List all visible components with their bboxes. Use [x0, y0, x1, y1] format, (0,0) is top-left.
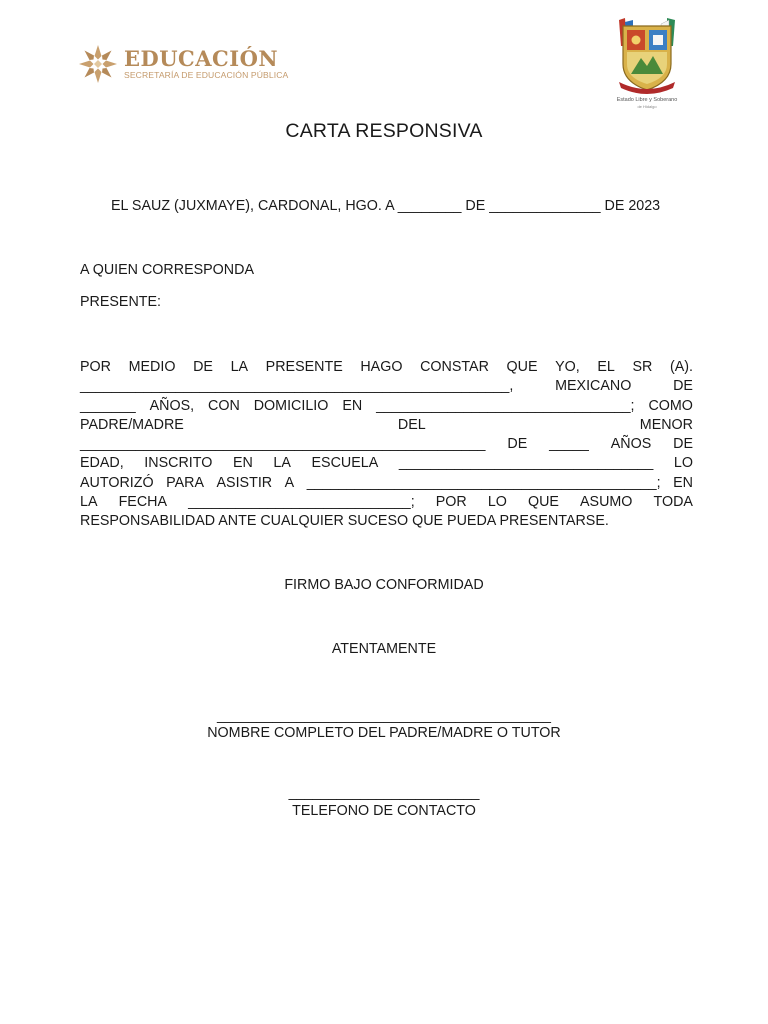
body-word: DE [673, 436, 693, 453]
phone-blank: ________________________ [288, 785, 480, 801]
body-word: COMO [648, 397, 693, 414]
body-word: EN [232, 455, 253, 472]
body-word: MENOR [639, 416, 693, 433]
body-word: ____________________________________________; [306, 474, 661, 491]
body-word: ________________________________; [376, 397, 635, 414]
body-word: AUTORIZÓ [80, 474, 154, 491]
sep-logo [78, 44, 288, 84]
body-word: INSCRITO [144, 455, 213, 472]
document-title: CARTA RESPONSIVA [285, 120, 483, 142]
body-word: HAGO [360, 359, 403, 375]
body-line [80, 454, 693, 473]
body-word: PRESENTE [265, 359, 343, 375]
body-word: LO [487, 494, 507, 511]
body-word: CONSTAR [420, 359, 489, 375]
body-word: PADRE/MADRE [80, 416, 184, 433]
body-word: MEDIO [128, 359, 176, 375]
date-line: EL SAUZ (JUXMAYE), CARDONAL, HGO. A ________ DE ______________ DE 2023 [111, 198, 661, 214]
star-emblem-icon [78, 44, 118, 84]
body-word: ________________________________ [398, 455, 654, 472]
body-word: ASUMO [580, 494, 633, 511]
body-line [80, 358, 693, 377]
body-word: POR [435, 494, 467, 511]
presente-line: PRESENTE: [80, 294, 162, 310]
body-word: DOMICILIO [253, 397, 329, 414]
body-word: LA [80, 494, 98, 511]
sep-logo-title: EDUCACIÓN [124, 45, 279, 71]
body-word: RESPONSABILIDAD ANTE CUALQUIER SUCESO QUE PUEDA PRESENTARSE. [80, 513, 609, 530]
firmo-line: FIRMO BAJO CONFORMIDAD [284, 577, 484, 593]
body-word: CON [208, 397, 240, 414]
body-word: YO, [555, 359, 580, 375]
body-word: ASISTIR [216, 474, 273, 491]
body-paragraph [80, 358, 693, 532]
body-word: QUE [506, 359, 538, 375]
body-word: LA [273, 455, 291, 472]
body-word: _____ [549, 436, 589, 453]
body-word: ___________________________________________________ [80, 436, 486, 453]
body-word: MEXICANO [555, 378, 632, 395]
body-word: AÑOS [610, 436, 652, 453]
body-word: POR [80, 359, 111, 375]
body-word: TODA [653, 494, 693, 511]
body-word: AÑOS, [149, 397, 195, 414]
body-word: SR [632, 359, 653, 375]
body-word: ____________________________; [188, 494, 415, 511]
phone-label: TELEFONO DE CONTACTO [292, 803, 476, 819]
signature-label: NOMBRE COMPLETO DEL PADRE/MADRE O TUTOR [207, 725, 561, 741]
coat-of-arms-caption: Estado Libre y Soberano [616, 97, 678, 103]
body-word: DE [193, 359, 213, 375]
body-word: EN [342, 397, 363, 414]
body-word: (A). [669, 359, 693, 375]
body-word: EDAD, [80, 455, 124, 472]
state-coat-of-arms [604, 16, 690, 109]
body-word: ESCUELA [311, 455, 379, 472]
body-line [80, 512, 693, 531]
body-word: LA [230, 359, 249, 375]
body-line [80, 397, 693, 416]
body-word: FECHA [118, 494, 168, 511]
body-word: EN [673, 474, 693, 491]
sep-logo-subtitle: SECRETARÍA DE EDUCACIÓN PÚBLICA [124, 69, 289, 80]
body-line [80, 377, 693, 396]
body-word: A [284, 474, 295, 491]
atentamente-line: ATENTAMENTE [331, 641, 437, 657]
coat-of-arms-icon [609, 16, 685, 96]
salutation: A QUIEN CORRESPONDA [80, 262, 254, 278]
body-word: QUE [527, 494, 559, 511]
body-line [80, 474, 693, 493]
body-word: _______ [80, 397, 136, 414]
body-word: PARA [166, 474, 204, 491]
body-word: EL [597, 359, 615, 375]
body-word: DE [673, 378, 693, 395]
body-line [80, 416, 693, 435]
body-word: LO [673, 455, 693, 472]
body-line [80, 435, 693, 454]
body-word: DE [507, 436, 528, 453]
body-word: DEL [397, 416, 426, 433]
signature-blank: __________________________________________ [217, 708, 551, 724]
body-line [80, 493, 693, 512]
body-word: ______________________________________________________, [80, 378, 514, 395]
coat-of-arms-caption-2: de Hidalgo [637, 103, 657, 109]
